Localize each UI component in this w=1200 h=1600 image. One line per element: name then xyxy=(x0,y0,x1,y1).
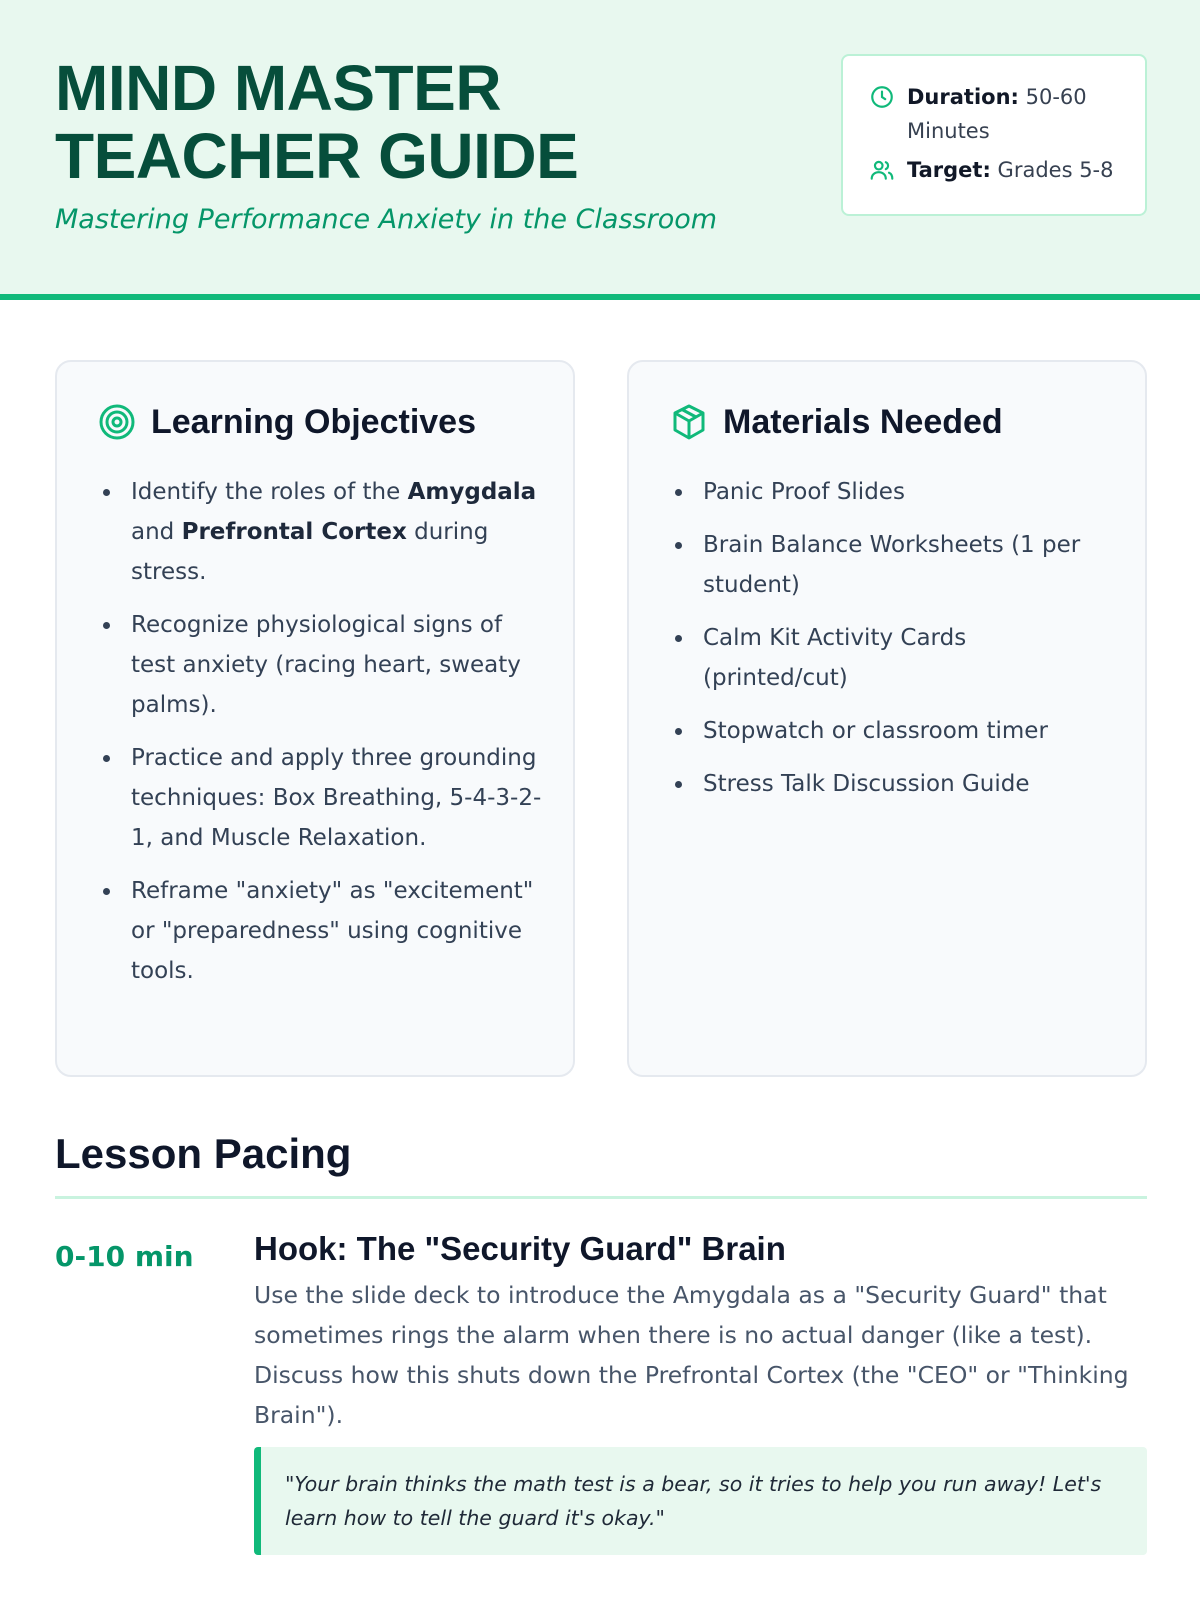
page-subtitle: Mastering Performance Anxiety in the Classroom xyxy=(55,204,718,235)
materials-needed-title xyxy=(669,402,1003,442)
objective-keyword-amygdala: Amygdala xyxy=(407,479,537,505)
duration-label: Duration: xyxy=(907,85,1019,109)
objective-item: Reframe "anxiety" as "excitement" or "preparedness" using cognitive tools. xyxy=(97,871,543,991)
materials-list xyxy=(669,472,1115,817)
users-icon xyxy=(869,157,895,183)
objective-item: Practice and apply three grounding techniques: Box Breathing, 5-4-3-2-1, and Muscle Relaxation. xyxy=(97,738,543,858)
objective-text: and xyxy=(131,519,182,545)
objective-text: Identify the roles of the xyxy=(131,479,408,505)
objectives-list xyxy=(97,472,543,1004)
learning-objectives-title xyxy=(97,402,476,442)
page-header xyxy=(0,0,1200,300)
target-row xyxy=(869,153,1139,187)
pacing-description: Use the slide deck to introduce the Amygdala as a "Security Guard" that sometimes rings the alarm when there is no actual danger (like a test). Discuss how this shuts down the Prefrontal Cortex (the "CEO" or "Thinking Brain"). xyxy=(254,1281,1129,1429)
pacing-heading: Hook: The "Security Guard" Brain xyxy=(254,1230,786,1267)
objective-item: Recognize physiological signs of test anxiety (racing heart, sweaty palms). xyxy=(97,605,543,725)
target-label: Target: xyxy=(907,158,991,182)
material-item: Stress Talk Discussion Guide xyxy=(669,764,1115,804)
duration-row xyxy=(869,80,1139,148)
materials-needed-card xyxy=(627,360,1147,1077)
target-text xyxy=(907,153,1114,187)
duration-text xyxy=(907,80,1139,148)
material-item: Brain Balance Worksheets (1 per student) xyxy=(669,525,1115,605)
materials-needed-title-text: Materials Needed xyxy=(723,402,1003,441)
objective-keyword-prefrontal-cortex: Prefrontal Cortex xyxy=(181,519,407,545)
target-icon xyxy=(97,402,137,442)
pacing-time: 0-10 min xyxy=(55,1240,194,1273)
box-icon xyxy=(669,402,709,442)
clock-icon xyxy=(869,84,895,110)
objective-item xyxy=(97,472,543,592)
lesson-pacing-title: Lesson Pacing xyxy=(55,1130,352,1177)
material-item: Panic Proof Slides xyxy=(669,472,1115,512)
material-item: Calm Kit Activity Cards (printed/cut) xyxy=(669,618,1115,698)
objective-text: during stress. xyxy=(131,519,489,585)
learning-objectives-card xyxy=(55,360,575,1077)
page-title: MIND MASTER TEACHER GUIDE xyxy=(55,52,579,192)
duration-value: 50-60 Minutes xyxy=(907,85,1087,143)
material-item: Stopwatch or classroom timer xyxy=(669,711,1115,751)
target-value: Grades 5-8 xyxy=(997,158,1114,182)
lesson-meta-card xyxy=(841,54,1147,216)
learning-objectives-title-text: Learning Objectives xyxy=(151,402,476,441)
section-divider xyxy=(55,1196,1147,1199)
teacher-script-quote: "Your brain thinks the math test is a bear, so it tries to help you run away! Let's learn how to tell the guard it's okay." xyxy=(254,1447,1147,1555)
